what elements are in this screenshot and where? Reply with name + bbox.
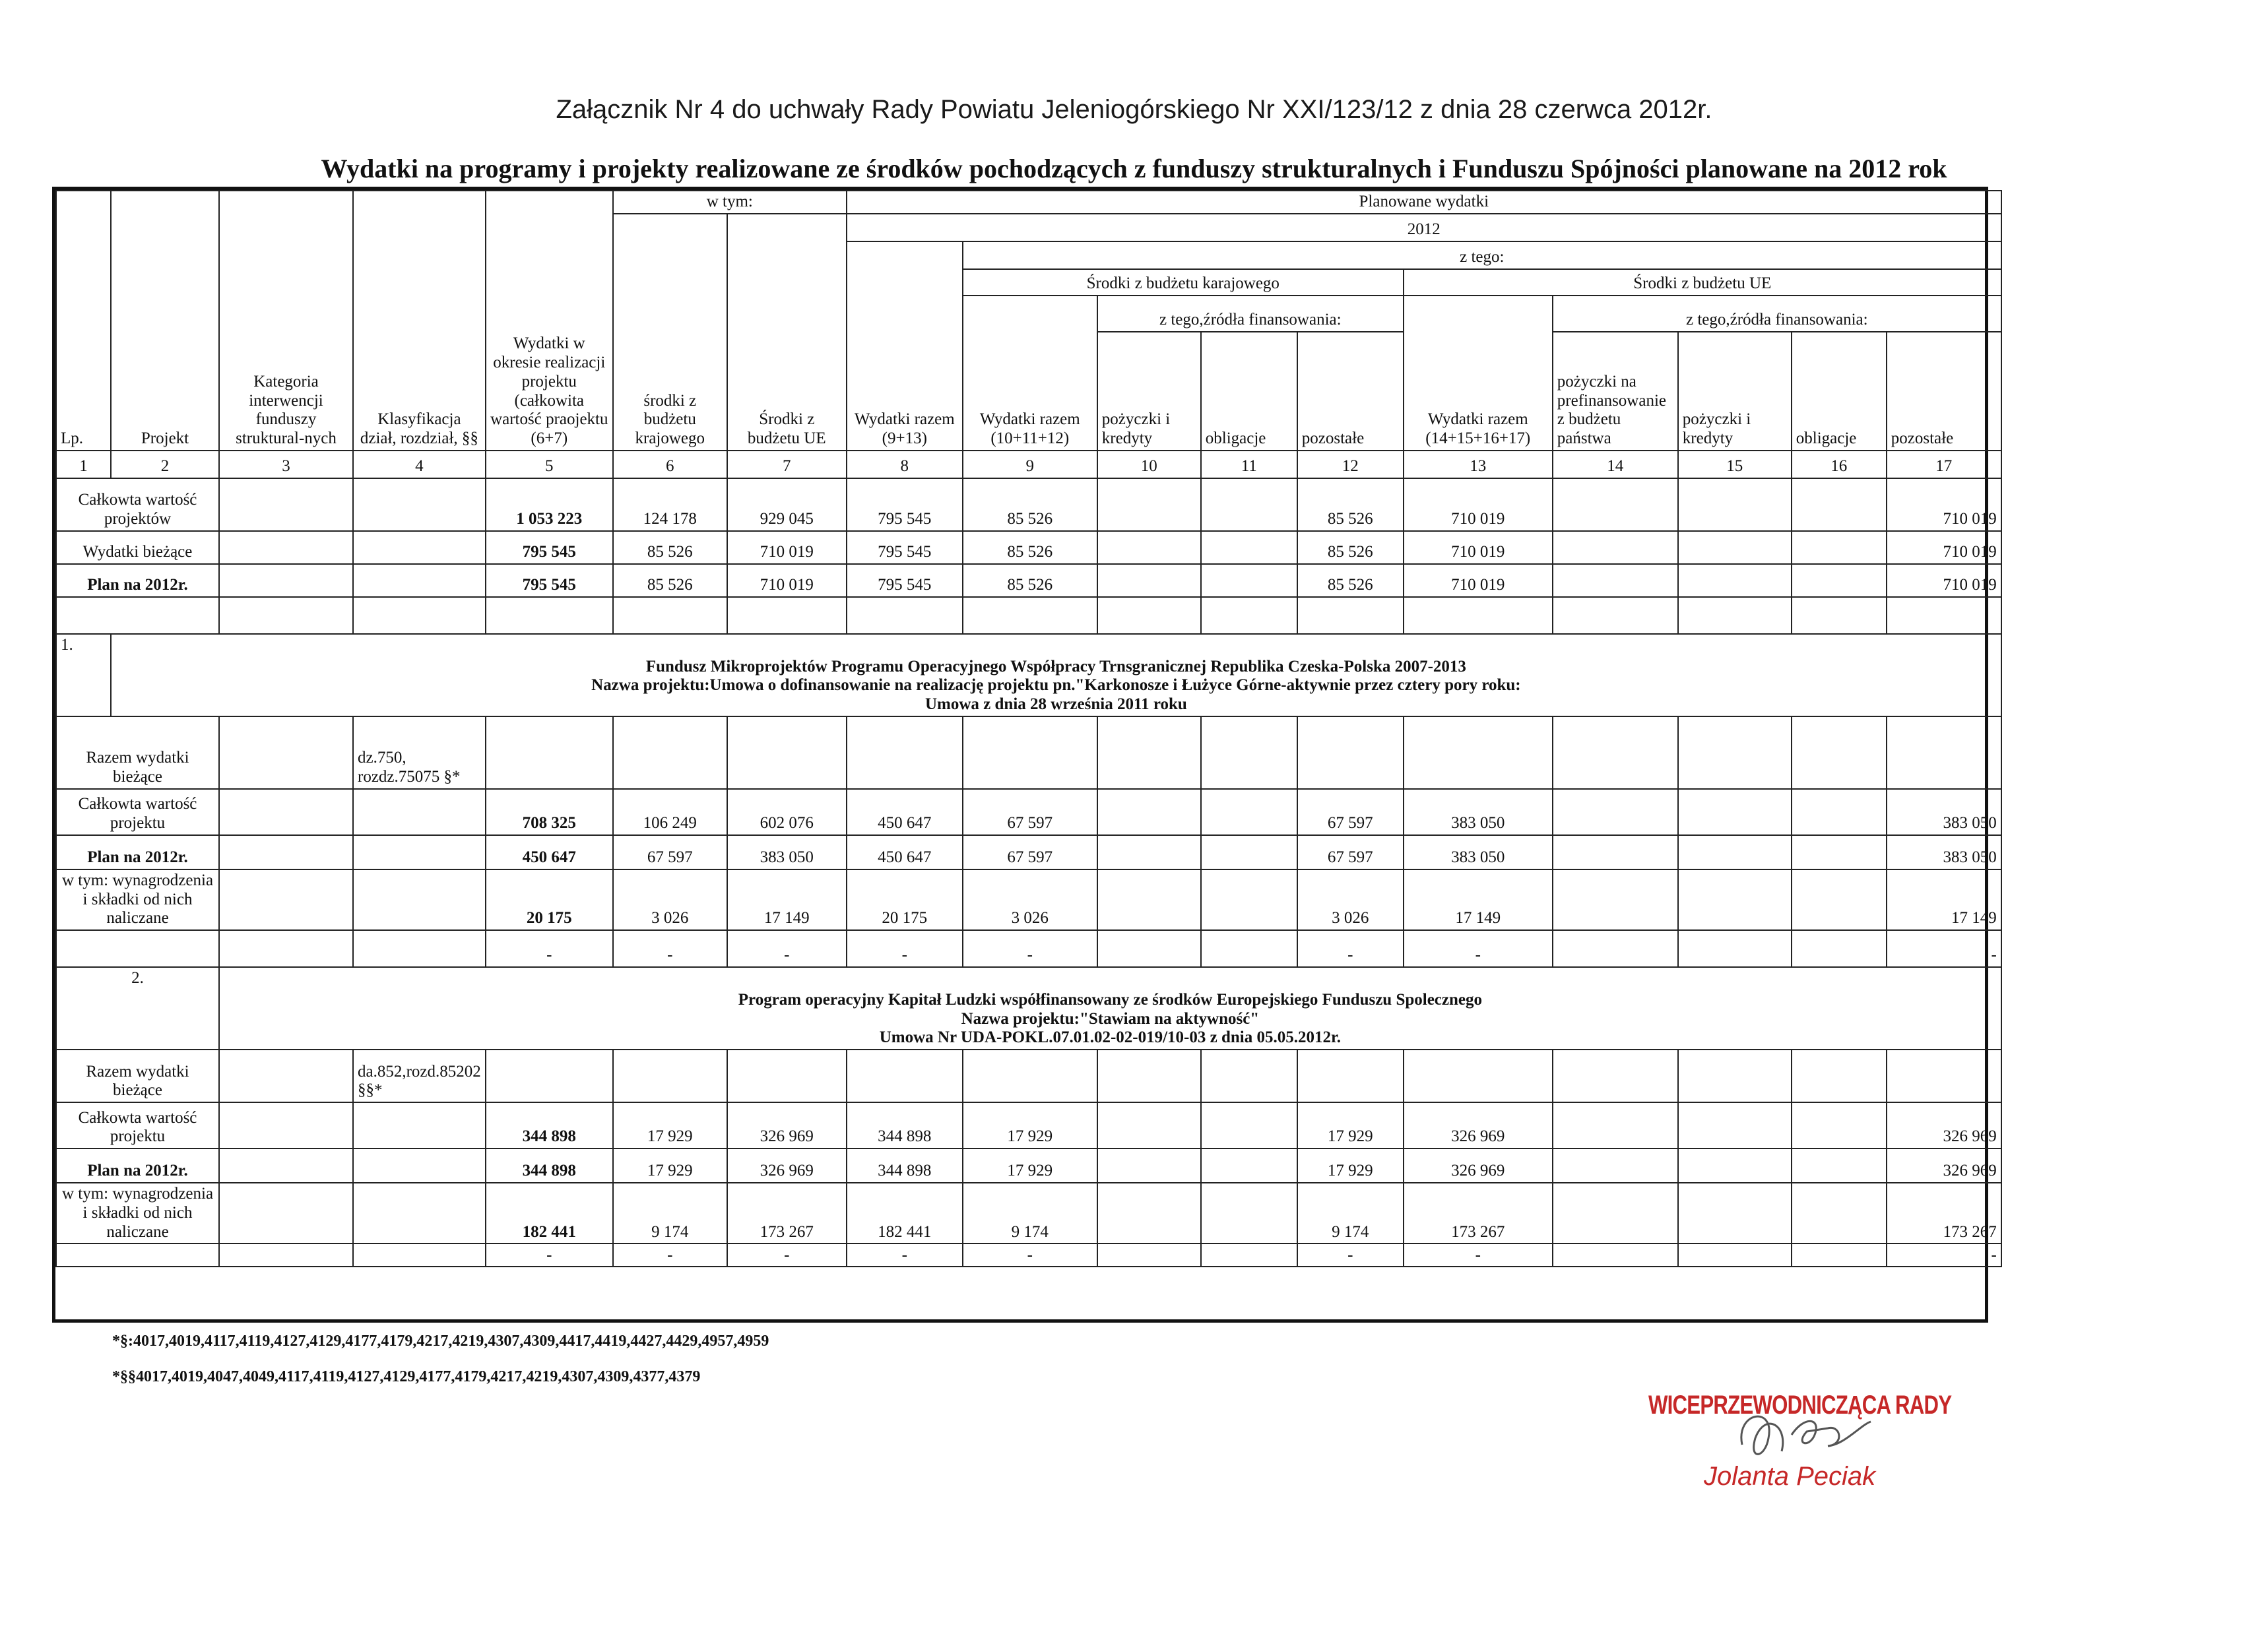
cell-c5: 795 545 bbox=[486, 531, 613, 564]
cell-c17: 710 019 bbox=[1887, 531, 2001, 564]
project-2-dash-row bbox=[56, 1243, 2001, 1267]
header-w-tym: w tym: bbox=[613, 191, 847, 214]
project-2-wages-row bbox=[56, 1183, 2001, 1243]
col-number: 1 bbox=[56, 451, 111, 478]
project-program: Program operacyjny Kapitał Ludzki współfinansowany ze środków Europejskiego Funduszu Spolecznego bbox=[738, 990, 1482, 1009]
signature-title: WICEPRZEWODNICZĄCA RADY bbox=[1648, 1391, 1952, 1420]
header-zrodla-ue: z tego,źródła finansowania: bbox=[1553, 296, 2001, 332]
cell-c12: 67 597 bbox=[1297, 789, 1404, 835]
cell-c17: 383 050 bbox=[1887, 835, 2001, 869]
col-number: 7 bbox=[727, 451, 847, 478]
project-1-dash-row bbox=[56, 930, 2001, 967]
header-zrodla-kraj: z tego,źródła finansowania: bbox=[1097, 296, 1404, 332]
cell-c12: 17 929 bbox=[1297, 1102, 1404, 1148]
row-label: Całkowta wartość projektu bbox=[56, 789, 219, 835]
cell-c12: 3 026 bbox=[1297, 869, 1404, 930]
col-number: 13 bbox=[1404, 451, 1553, 478]
cell-c6: 106 249 bbox=[613, 789, 727, 835]
col-pozyczki: pożyczki i kredyty bbox=[1097, 332, 1201, 451]
cell-c5: 708 325 bbox=[486, 789, 613, 835]
handwritten-signature bbox=[1729, 1399, 1887, 1471]
project-2-header bbox=[56, 967, 2001, 1050]
cell-c17: 326 969 bbox=[1887, 1102, 2001, 1148]
cell-c6: 85 526 bbox=[613, 564, 727, 597]
cell-c9: 9 174 bbox=[963, 1183, 1097, 1243]
row-label: w tym: wynagrodzenia i składki od nich naliczane bbox=[56, 869, 219, 930]
cell-c13: 17 149 bbox=[1404, 869, 1553, 930]
col-projekt: Projekt bbox=[111, 191, 219, 451]
col-number: 3 bbox=[219, 451, 353, 478]
cell-c7: 173 267 bbox=[727, 1183, 847, 1243]
cell-c6: 17 929 bbox=[613, 1102, 727, 1148]
cell-c13: 173 267 bbox=[1404, 1183, 1553, 1243]
cell-c9: 17 929 bbox=[963, 1102, 1097, 1148]
dash-cell: - bbox=[1297, 1243, 1404, 1267]
dash-cell: - bbox=[486, 930, 613, 967]
page-title: Wydatki na programy i projekty realizowane ze środków pochodzących z funduszy strukturalnych i Funduszu Spójności planowane na 2012 rok bbox=[321, 154, 1947, 183]
cell-c6: 3 026 bbox=[613, 869, 727, 930]
cell-c8: 20 175 bbox=[847, 869, 963, 930]
header-z-tego: z tego: bbox=[963, 241, 2001, 269]
col-number: 4 bbox=[353, 451, 486, 478]
col-obligacje: obligacje bbox=[1201, 332, 1297, 451]
header-row-1 bbox=[56, 191, 2001, 214]
cell-c6: 124 178 bbox=[613, 478, 727, 531]
cell-c9: 67 597 bbox=[963, 789, 1097, 835]
dash-cell: - bbox=[486, 1243, 613, 1267]
cell-c7: 710 019 bbox=[727, 564, 847, 597]
cell-c9: 85 526 bbox=[963, 564, 1097, 597]
cell-c17: 710 019 bbox=[1887, 478, 2001, 531]
cell-c12: 17 929 bbox=[1297, 1148, 1404, 1183]
col-lp: Lp. bbox=[56, 191, 111, 451]
header-year: 2012 bbox=[847, 214, 2001, 241]
dash-cell: - bbox=[1404, 930, 1553, 967]
project-name: Nazwa projektu:Umowa o dofinansowanie na realizację projektu pn."Karkonosze i Łużyce Górne-aktywnie przez cztery pory roku: bbox=[591, 676, 1521, 695]
col-obligacje-ue: obligacje bbox=[1792, 332, 1887, 451]
project-2-description bbox=[219, 967, 2001, 1050]
dash-cell: - bbox=[963, 1243, 1097, 1267]
cell-c7: 326 969 bbox=[727, 1102, 847, 1148]
col-pozostale-ue: pozostałe bbox=[1887, 332, 2001, 451]
cell-c12: 67 597 bbox=[1297, 835, 1404, 869]
header-ue: Środki z budżetu UE bbox=[1404, 269, 2001, 296]
cell-c8: 795 545 bbox=[847, 531, 963, 564]
signatory-name: Jolanta Peciak bbox=[1704, 1462, 1876, 1491]
col-wydatki-razem: Wydatki razem (9+13) bbox=[847, 241, 963, 451]
cell-c9: 3 026 bbox=[963, 869, 1097, 930]
cell-c9: 17 929 bbox=[963, 1148, 1097, 1183]
row-label: Plan na 2012r. bbox=[56, 835, 219, 869]
dash-cell: - bbox=[613, 1243, 727, 1267]
col-number: 11 bbox=[1201, 451, 1297, 478]
cell-c6: 9 174 bbox=[613, 1183, 727, 1243]
project-2-razem-row bbox=[56, 1050, 2001, 1102]
project-agreement: Umowa Nr UDA-POKL.07.01.02-02-019/10-03 z dnia 05.05.2012r. bbox=[879, 1028, 1342, 1047]
project-1-header bbox=[56, 634, 2001, 716]
col-pozyczki-ue: pożyczki i kredyty bbox=[1678, 332, 1792, 451]
cell-c12: 85 526 bbox=[1297, 564, 1404, 597]
cell-c6: 67 597 bbox=[613, 835, 727, 869]
col-number: 6 bbox=[613, 451, 727, 478]
col-number: 2 bbox=[111, 451, 219, 478]
dash-cell: - bbox=[963, 930, 1097, 967]
cell-c8: 182 441 bbox=[847, 1183, 963, 1243]
annex-title: Załącznik Nr 4 do uchwały Rady Powiatu Jeleniogórskiego Nr XXI/123/12 z dnia 28 czerwca 2012r. bbox=[556, 95, 1712, 124]
row-label: Razem wydatki bieżące bbox=[56, 1050, 219, 1102]
cell-c5: 450 647 bbox=[486, 835, 613, 869]
cell-c5: 344 898 bbox=[486, 1102, 613, 1148]
col-wydatki-okres: Wydatki w okresie realizacji projektu (całkowita wartość praojektu (6+7) bbox=[486, 191, 613, 451]
col-wydatki-razem-ue: Wydatki razem (14+15+16+17) bbox=[1404, 296, 1553, 451]
col-number: 9 bbox=[963, 451, 1097, 478]
cell-c8: 450 647 bbox=[847, 835, 963, 869]
col-srodki-kraj: środki z budżetu krajowego bbox=[613, 214, 727, 451]
dash-cell: - bbox=[613, 930, 727, 967]
col-number: 10 bbox=[1097, 451, 1201, 478]
cell-c8: 450 647 bbox=[847, 789, 963, 835]
col-wydatki-razem-kraj: Wydatki razem (10+11+12) bbox=[963, 296, 1097, 451]
cell-c13: 326 969 bbox=[1404, 1102, 1553, 1148]
cell-c13: 326 969 bbox=[1404, 1148, 1553, 1183]
project-lp: 2. bbox=[56, 967, 219, 1050]
expenditure-table bbox=[55, 190, 2002, 1267]
dash-cell: - bbox=[1297, 930, 1404, 967]
col-number: 5 bbox=[486, 451, 613, 478]
project-name: Nazwa projektu:"Stawiam na aktywność" bbox=[961, 1009, 1260, 1028]
cell-c17: 17 149 bbox=[1887, 869, 2001, 930]
cell-c8: 344 898 bbox=[847, 1148, 963, 1183]
cell-c17: 173 267 bbox=[1887, 1183, 2001, 1243]
project-1-total-row bbox=[56, 789, 2001, 835]
project-2-total-row bbox=[56, 1102, 2001, 1148]
cell-c13: 383 050 bbox=[1404, 835, 1553, 869]
col-number: 14 bbox=[1553, 451, 1678, 478]
cell-c13: 710 019 bbox=[1404, 531, 1553, 564]
col-pozostale: pozostałe bbox=[1297, 332, 1404, 451]
cell-c13: 710 019 bbox=[1404, 478, 1553, 531]
dash-cell: - bbox=[1887, 930, 2001, 967]
col-number: 12 bbox=[1297, 451, 1404, 478]
dash-cell: - bbox=[847, 1243, 963, 1267]
cell-c8: 344 898 bbox=[847, 1102, 963, 1148]
project-1-plan-row bbox=[56, 835, 2001, 869]
col-klasyfikacja: Klasyfikacja dział, rozdział, §§ bbox=[353, 191, 486, 451]
cell-c7: 326 969 bbox=[727, 1148, 847, 1183]
classification: dz.750, rozdz.75075 §* bbox=[353, 716, 486, 789]
cell-c13: 710 019 bbox=[1404, 564, 1553, 597]
row-label: Plan na 2012r. bbox=[56, 1148, 219, 1183]
project-1-wages-row bbox=[56, 869, 2001, 930]
cell-c17: 383 050 bbox=[1887, 789, 2001, 835]
row-label: Razem wydatki bieżące bbox=[56, 716, 219, 789]
cell-c9: 67 597 bbox=[963, 835, 1097, 869]
summary-row-plan bbox=[56, 564, 2001, 597]
dash-cell: - bbox=[847, 930, 963, 967]
project-agreement: Umowa z dnia 28 września 2011 roku bbox=[925, 695, 1187, 713]
col-number: 17 bbox=[1887, 451, 2001, 478]
cell-c5: 182 441 bbox=[486, 1183, 613, 1243]
cell-c7: 17 149 bbox=[727, 869, 847, 930]
cell-c5: 20 175 bbox=[486, 869, 613, 930]
cell-c7: 602 076 bbox=[727, 789, 847, 835]
dash-cell: - bbox=[1404, 1243, 1553, 1267]
cell-c6: 17 929 bbox=[613, 1148, 727, 1183]
col-number: 8 bbox=[847, 451, 963, 478]
project-lp: 1. bbox=[56, 634, 111, 716]
cell-c17: 710 019 bbox=[1887, 564, 2001, 597]
cell-c12: 85 526 bbox=[1297, 531, 1404, 564]
row-label: Plan na 2012r. bbox=[56, 564, 219, 597]
project-1-razem-row bbox=[56, 716, 2001, 789]
row-label: Całkowta wartość projektów bbox=[56, 478, 219, 531]
cell-c13: 383 050 bbox=[1404, 789, 1553, 835]
cell-c5: 344 898 bbox=[486, 1148, 613, 1183]
cell-c9: 85 526 bbox=[963, 478, 1097, 531]
project-1-description bbox=[111, 634, 2001, 716]
cell-c7: 929 045 bbox=[727, 478, 847, 531]
col-number: 15 bbox=[1678, 451, 1792, 478]
cell-c8: 795 545 bbox=[847, 564, 963, 597]
cell-c7: 710 019 bbox=[727, 531, 847, 564]
header-krajowe: Środki z budżetu karajowego bbox=[963, 269, 1404, 296]
col-srodki-ue: Środki z budżetu UE bbox=[727, 214, 847, 451]
dash-cell: - bbox=[727, 930, 847, 967]
dash-cell: - bbox=[727, 1243, 847, 1267]
col-kategoria: Kategoria interwencji funduszy struktural-nych bbox=[219, 191, 353, 451]
classification: da.852,rozd.85202 §§* bbox=[353, 1050, 486, 1102]
cell-c5: 795 545 bbox=[486, 564, 613, 597]
cell-c6: 85 526 bbox=[613, 531, 727, 564]
summary-row-current bbox=[56, 531, 2001, 564]
col-number: 16 bbox=[1792, 451, 1887, 478]
footnote-2: *§§4017,4019,4047,4049,4117,4119,4127,4129,4177,4179,4217,4219,4307,4309,4377,4379 bbox=[112, 1368, 701, 1385]
row-label: Wydatki bieżące bbox=[56, 531, 219, 564]
row-label: Całkowta wartość projektu bbox=[56, 1102, 219, 1148]
dash-cell: - bbox=[1887, 1243, 2001, 1267]
cell-c17: 326 969 bbox=[1887, 1148, 2001, 1183]
column-number-row bbox=[56, 451, 2001, 478]
cell-c12: 9 174 bbox=[1297, 1183, 1404, 1243]
cell-c9: 85 526 bbox=[963, 531, 1097, 564]
project-program: Fundusz Mikroprojektów Programu Operacyjnego Współpracy Trnsgranicznej Republika Czeska-Polska 2007-2013 bbox=[645, 657, 1466, 676]
summary-row-total bbox=[56, 478, 2001, 531]
footnote-1: *§:4017,4019,4117,4119,4127,4129,4177,4179,4217,4219,4307,4309,4417,4419,4427,4429,4957,4959 bbox=[112, 1333, 769, 1350]
cell-c8: 795 545 bbox=[847, 478, 963, 531]
cell-c5: 1 053 223 bbox=[486, 478, 613, 531]
project-2-plan-row bbox=[56, 1148, 2001, 1183]
header-planowane: Planowane wydatki bbox=[847, 191, 2001, 214]
col-prefin: pożyczki na prefinansowanie z budżetu państwa bbox=[1553, 332, 1678, 451]
cell-c12: 85 526 bbox=[1297, 478, 1404, 531]
row-label: w tym: wynagrodzenia i składki od nich naliczane bbox=[56, 1183, 219, 1243]
empty-row bbox=[56, 597, 2001, 634]
cell-c7: 383 050 bbox=[727, 835, 847, 869]
